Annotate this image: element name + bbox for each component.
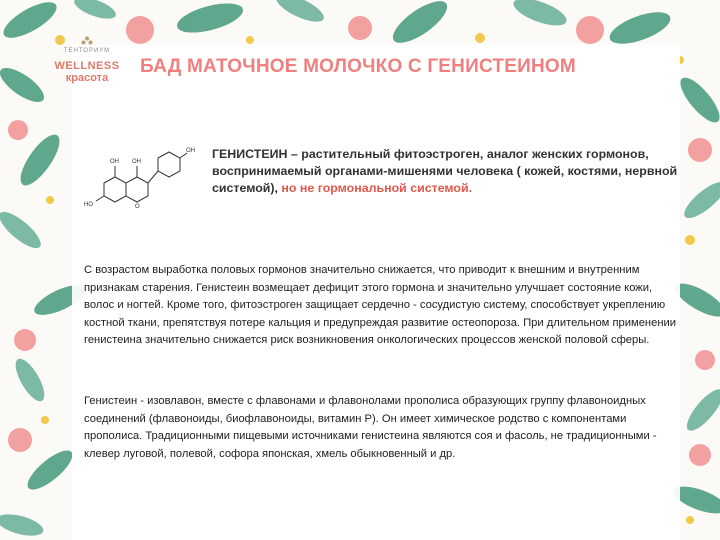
logo-emblem-icon bbox=[80, 36, 94, 46]
page-title: БАД МАТОЧНОЕ МОЛОЧКО С ГЕНИСТЕИНОМ bbox=[140, 56, 576, 77]
logo-wellness: WELLNESS bbox=[54, 60, 120, 72]
molecule-structure-icon bbox=[82, 128, 202, 224]
oh-label: OH bbox=[186, 148, 195, 154]
genistein-definition bbox=[212, 146, 682, 197]
brand-logo bbox=[52, 36, 122, 84]
ho-label: HO bbox=[84, 202, 93, 208]
paragraph-isoflavone: Генистеин - изовлавон, вместе с флавонами и флавонолами прополиса образующих группу флавоноидных соединений (флавоноиды, биофлавоноиды, витамин Р). Он имеет химическое родство с компонентами прополиса. Традиционными пищевыми источниками генистеина являются соя и фасоль, не традиционными - клевер луговой, полевой, софора японская, хмель обыкновенный и др. bbox=[84, 395, 657, 460]
o-label: O bbox=[135, 204, 140, 210]
logo-company-name: ТЕНТОРИУМ bbox=[63, 48, 111, 54]
paragraph-aging: С возрастом выработка половых гормонов значительно снижается, что приводит к внешним и внутренним признакам старения. Генистеин возмещает дефицит этого гормона и значительно улучшает состояние кожи, волос и ногтей. Кроме того, фитоэстроген защищает сердечно - сосудистую систему, способствует укреплению костной ткани, препятствуя потере кальция и предупреждая развитие остеопороза. При длительном применении генистеина значительно снижается риск возникновения онкологических процессов женской половой сферы. bbox=[84, 264, 676, 346]
genistein-molecule bbox=[82, 128, 202, 224]
definition-text: ГЕНИСТЕИН – растительный фитоэстроген, аналог женских гормонов, воспринимаемый органами-мишенями человека ( кожей, костями, нервной системой), bbox=[212, 147, 678, 195]
oh-label: OH bbox=[132, 159, 141, 165]
logo-krasota: красота bbox=[65, 72, 109, 84]
definition-highlight: но не гормональной системой. bbox=[277, 181, 473, 195]
oh-label: OH bbox=[110, 159, 119, 165]
